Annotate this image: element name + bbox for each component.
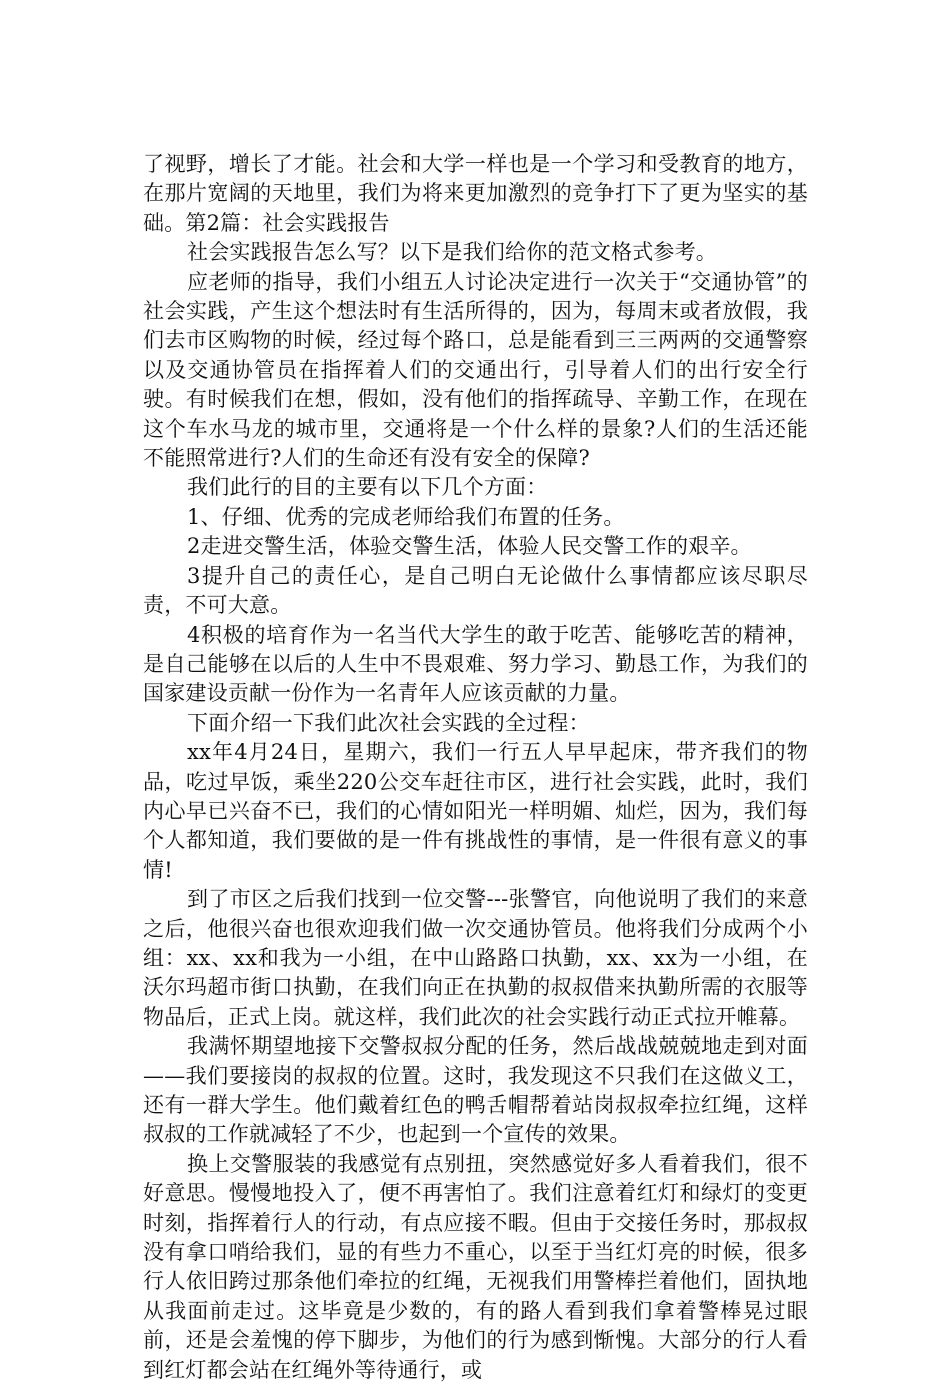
paragraph-2: 社会实践报告怎么写？以下是我们给你的范文格式参考。 xyxy=(187,240,717,265)
paragraph-3: 应老师的指导，我们小组五人讨论决定进行一次关于“交通协管”的社会实践，产生这个想法时有生活所得的，因为，每周末或者放假，我们去市区购物的时候，经过每个路口，总是能看到三三两两的交通警察以及交通协管员在指挥着人们的交通出行，引导着人们的出行安全行驶。有时候我们在想，假如，没有他们的指挥疏导、辛勤工作，在现在这个车水马龙的城市里，交通将是一个什么样的景象?人们的生活还能不能照常进行?人们的生命还有没有安全的保障? xyxy=(143,269,808,471)
paragraph-7: 3提升自己的责任心，是自己明白无论做什么事情都应该尽职尽责，不可大意。 xyxy=(143,563,808,618)
paragraph-10: xx年4月24日，星期六，我们一行五人早早起床，带齐我们的物品，吃过早饭，乘坐220公交车赶往市区，进行社会实践，此时，我们内心早已兴奋不已，我们的心情如阳光一样明媚、灿烂，因为，我们每个人都知道，我们要做的是一件有挑战性的事情，是一件很有意义的事情! xyxy=(143,740,808,882)
paragraph-5: 1、仔细、优秀的完成老师给我们布置的任务。 xyxy=(187,504,625,529)
paragraph-4: 我们此行的目的主要有以下几个方面： xyxy=(187,475,548,500)
document-body xyxy=(143,150,808,1385)
paragraph-12: 我满怀期望地接下交警叔叔分配的任务，然后战战兢兢地走到对面——我们要接岗的叔叔的位置。这时，我发现这不只我们在这做义工，还有一群大学生。他们戴着红色的鸭舌帽帮着站岗叔叔牵拉红绳，这样叔叔的工作就减轻了不少，也起到一个宣传的效果。 xyxy=(143,1034,808,1147)
paragraph-11: 到了市区之后我们找到一位交警---张警官，向他说明了我们的来意之后，他很兴奋也很欢迎我们做一次交通协管员。他将我们分成两个小组：xx、xx和我为一小组，在中山路路口执勤，xx、xx为一小组，在沃尔玛超市街口执勤，在我们向正在执勤的叔叔借来执勤所需的衣服等物品后，正式上岗。就这样，我们此次的社会实践行动正式拉开帷幕。 xyxy=(143,887,808,1029)
paragraph-8: 4积极的培育作为一名当代大学生的敢于吃苦、能够吃苦的精神，是自己能够在以后的人生中不畏艰难、努力学习、勤恳工作，为我们的国家建设贡献一份作为一名青年人应该贡献的力量。 xyxy=(143,622,808,706)
paragraph-1: 了视野，增长了才能。社会和大学一样也是一个学习和受教育的地方，在那片宽阔的天地里，我们为将来更加激烈的竞争打下了更为坚实的基础。第2篇：社会实践报告 xyxy=(143,152,808,235)
paragraph-6: 2走进交警生活，体验交警生活，体验人民交警工作的艰辛。 xyxy=(187,534,752,559)
paragraph-9: 下面介绍一下我们此次社会实践的全过程： xyxy=(187,710,590,735)
paragraph-13: 换上交警服装的我感觉有点别扭，突然感觉好多人看着我们，很不好意思。慢慢地投入了，便不再害怕了。我们注意着红灯和绿灯的变更时刻，指挥着行人的行动，有点应接不暇。但由于交接任务时，那叔叔没有拿口哨给我们，显的有些力不重心，以至于当红灯亮的时候，很多行人依旧跨过那条他们牵拉的红绳，无视我们用警棒拦着他们，固执地从我面前走过。这毕竟是少数的，有的路人看到我们拿着警棒晃过眼前，还是会羞愧的停下脚步，为他们的行为感到惭愧。大部分的行人看到红灯都会站在红绳外等待通行，或 xyxy=(143,1151,808,1382)
